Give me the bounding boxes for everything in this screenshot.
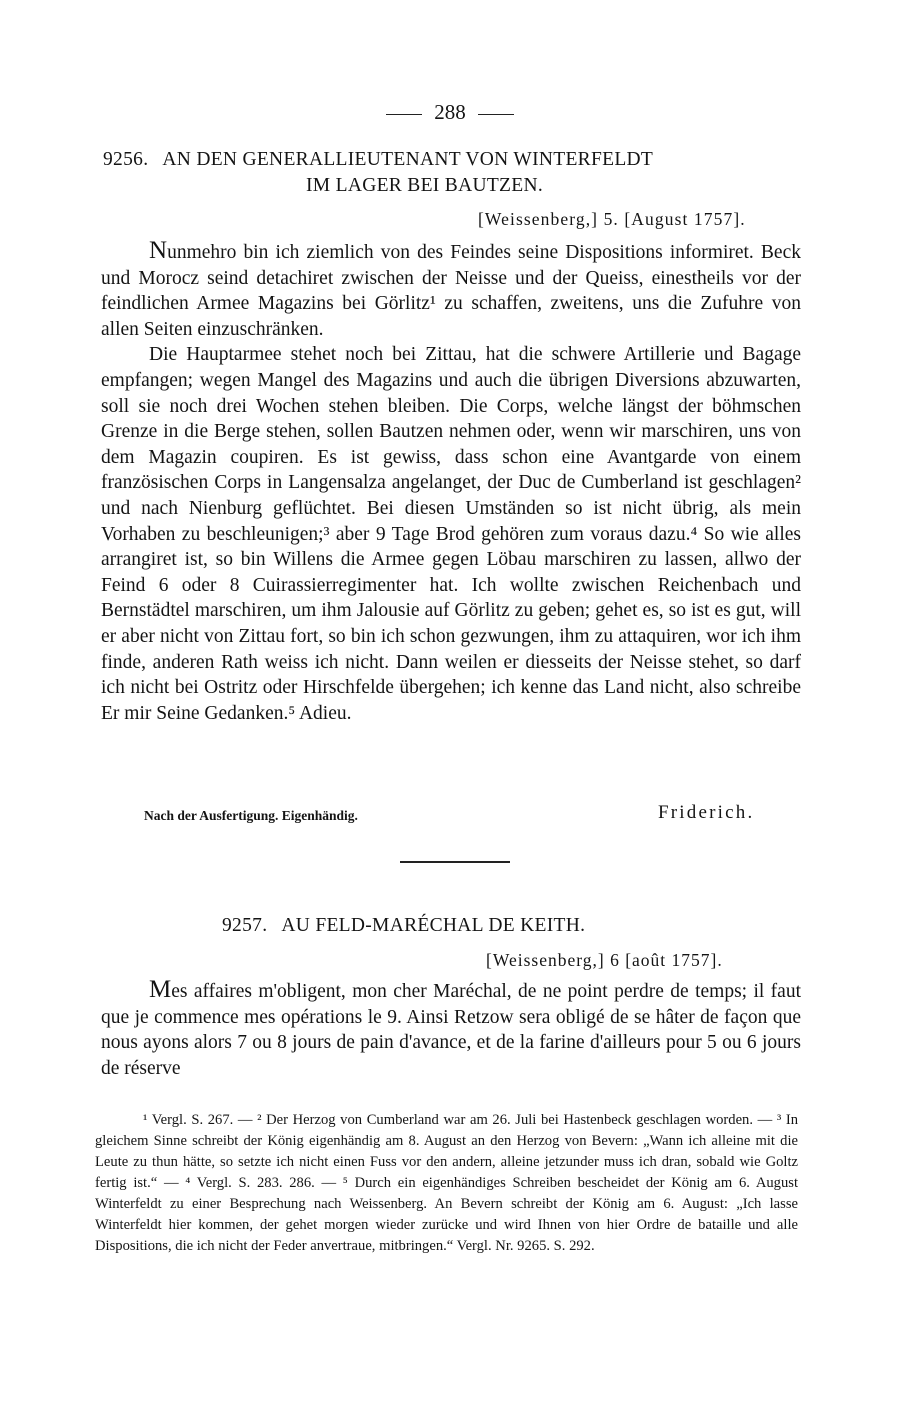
letter2-dateline: [Weissenberg,] 6 [août 1757].	[486, 950, 723, 970]
letter2-heading	[222, 913, 585, 939]
letter2-heading-text: AU FELD-MARÉCHAL DE KEITH.	[281, 915, 586, 936]
page-number-text: 288	[434, 100, 466, 124]
letter1-heading-line2: IM LAGER BEI BAUTZEN.	[306, 175, 544, 196]
page-number	[0, 100, 900, 125]
footnotes	[95, 1110, 798, 1257]
letter1-paragraph-2: Die Hauptarmee stehet noch bei Zittau, hat die schwere Artillerie und Bagage empfangen; wegen Mangel des Magazins und auch die übrigen Diversions abzuwarten, soll sie noch drei Wochen stehen bleiben. Die Corps, welche längst der böhmschen Grenze in die Berge stehen, sollen Bautzen nehmen oder, wenn wir marschiren, uns von dem Magazin coupiren. Es ist gewiss, dass schon eine Avantgarde von einem französischen Corps in Langensalza angelanget, der Duc de Cumberland ist geschlagen² und nach Nienburg geflüchtet. Bei diesen Umständen so ist nicht übrig, als mein Vorhaben zu beschleunigen;³ aber 9 Tage Brod gehören zum voraus dazu.⁴ So wie alles arrangiret ist, so bin Willens die Armee gegen Löbau marschiren zu lassen, allwo der Feind 6 oder 8 Cuirassierregimenter hat. Ich wollte zwischen Reichenbach und Bernstädtel marschiren, um ihm Jalousie auf Görlitz zu geben; gehet es, so ist es gut, will er aber nicht von Zittau fort, so bin ich schon gezwungen, ihm zu attaquiren, wor ich ihm finde, anderen Rath weiss ich nicht. Dann weilen er diesseits der Neisse stehet, so darf ich nicht bei Ostritz oder Hirschfelde übergehen; ich kenne das Land nicht, also schreibe Er mir Seine Gedanken.⁵ Adieu.	[101, 344, 801, 724]
letter2-number: 9257.	[222, 915, 268, 936]
letter1-dropcap: N	[149, 237, 168, 264]
letter1-body	[101, 238, 801, 726]
letter2-paragraph-1	[101, 977, 801, 1081]
page-number-dash-left	[386, 114, 422, 115]
letter1-source-note: Nach der Ausfertigung. Eigenhändig.	[144, 808, 358, 823]
letter1-heading	[103, 147, 653, 173]
letter1-paragraph-1	[101, 238, 801, 342]
letter1-heading-line1: AN DEN GENERALLIEUTENANT VON WINTERFELDT	[162, 149, 654, 170]
letter1-dateline: [Weissenberg,] 5. [August 1757].	[478, 209, 746, 229]
page-number-dash-right	[478, 114, 514, 115]
letter1-signature: Friderich.	[658, 802, 755, 823]
letter1-number: 9256.	[103, 149, 149, 170]
letter2-paragraph-1-text: es affaires m'obligent, mon cher Maréchal, de ne point perdre de temps; il faut que je commence mes opérations le 9. Ainsi Retzow sera obligé de se hâter de façon que nous ayons alors 7 ou 8 jours de pain d'avance, et de la farine d'ailleurs pour 5 ou 6 jours de réserve	[101, 981, 801, 1079]
letter2-body	[101, 977, 801, 1081]
letter1-paragraph-1-text: unmehro bin ich ziemlich von des Feindes seine Dispositions informiret. Beck und Morocz seind detachiret zwischen der Neisse und der Queiss, einestheils vor der feindlichen Armee Magazins bei Görlitz¹ zu schaffen, zweitens, uns die Zufuhre von allen Seiten einzuschränken.	[101, 242, 801, 340]
section-divider	[400, 861, 510, 863]
letter2-dropcap: M	[149, 976, 172, 1003]
footnotes-text: ¹ Vergl. S. 267. — ² Der Herzog von Cumberland war am 26. Juli bei Hastenbeck geschlagen worden. — ³ In gleichem Sinne schreibt der König eigenhändig am 8. August an den Herzog von Bevern: „Wann ich alleine mit die Leute zu thun hätte, so setzte ich nicht einen Fuss vor den andern, alleine jetzunder muss ich dran, sobald wie Goltz fertig ist.“ — ⁴ Vergl. S. 283. 286. — ⁵ Durch ein eigenhändiges Schreiben bescheidet der König am 6. August Winterfeldt zu einer Besprechung nach Weissenberg. An Bevern schreibt der König am 6. August: „Ich lasse Winterfeldt hier kommen, der gehet morgen wieder zurücke und wird Ihnen von hier Ordre de bataille und alle Dispositions, die ich nicht der Feder anvertraue, mitbringen.“ Vergl. Nr. 9265. S. 292.	[95, 1112, 798, 1254]
